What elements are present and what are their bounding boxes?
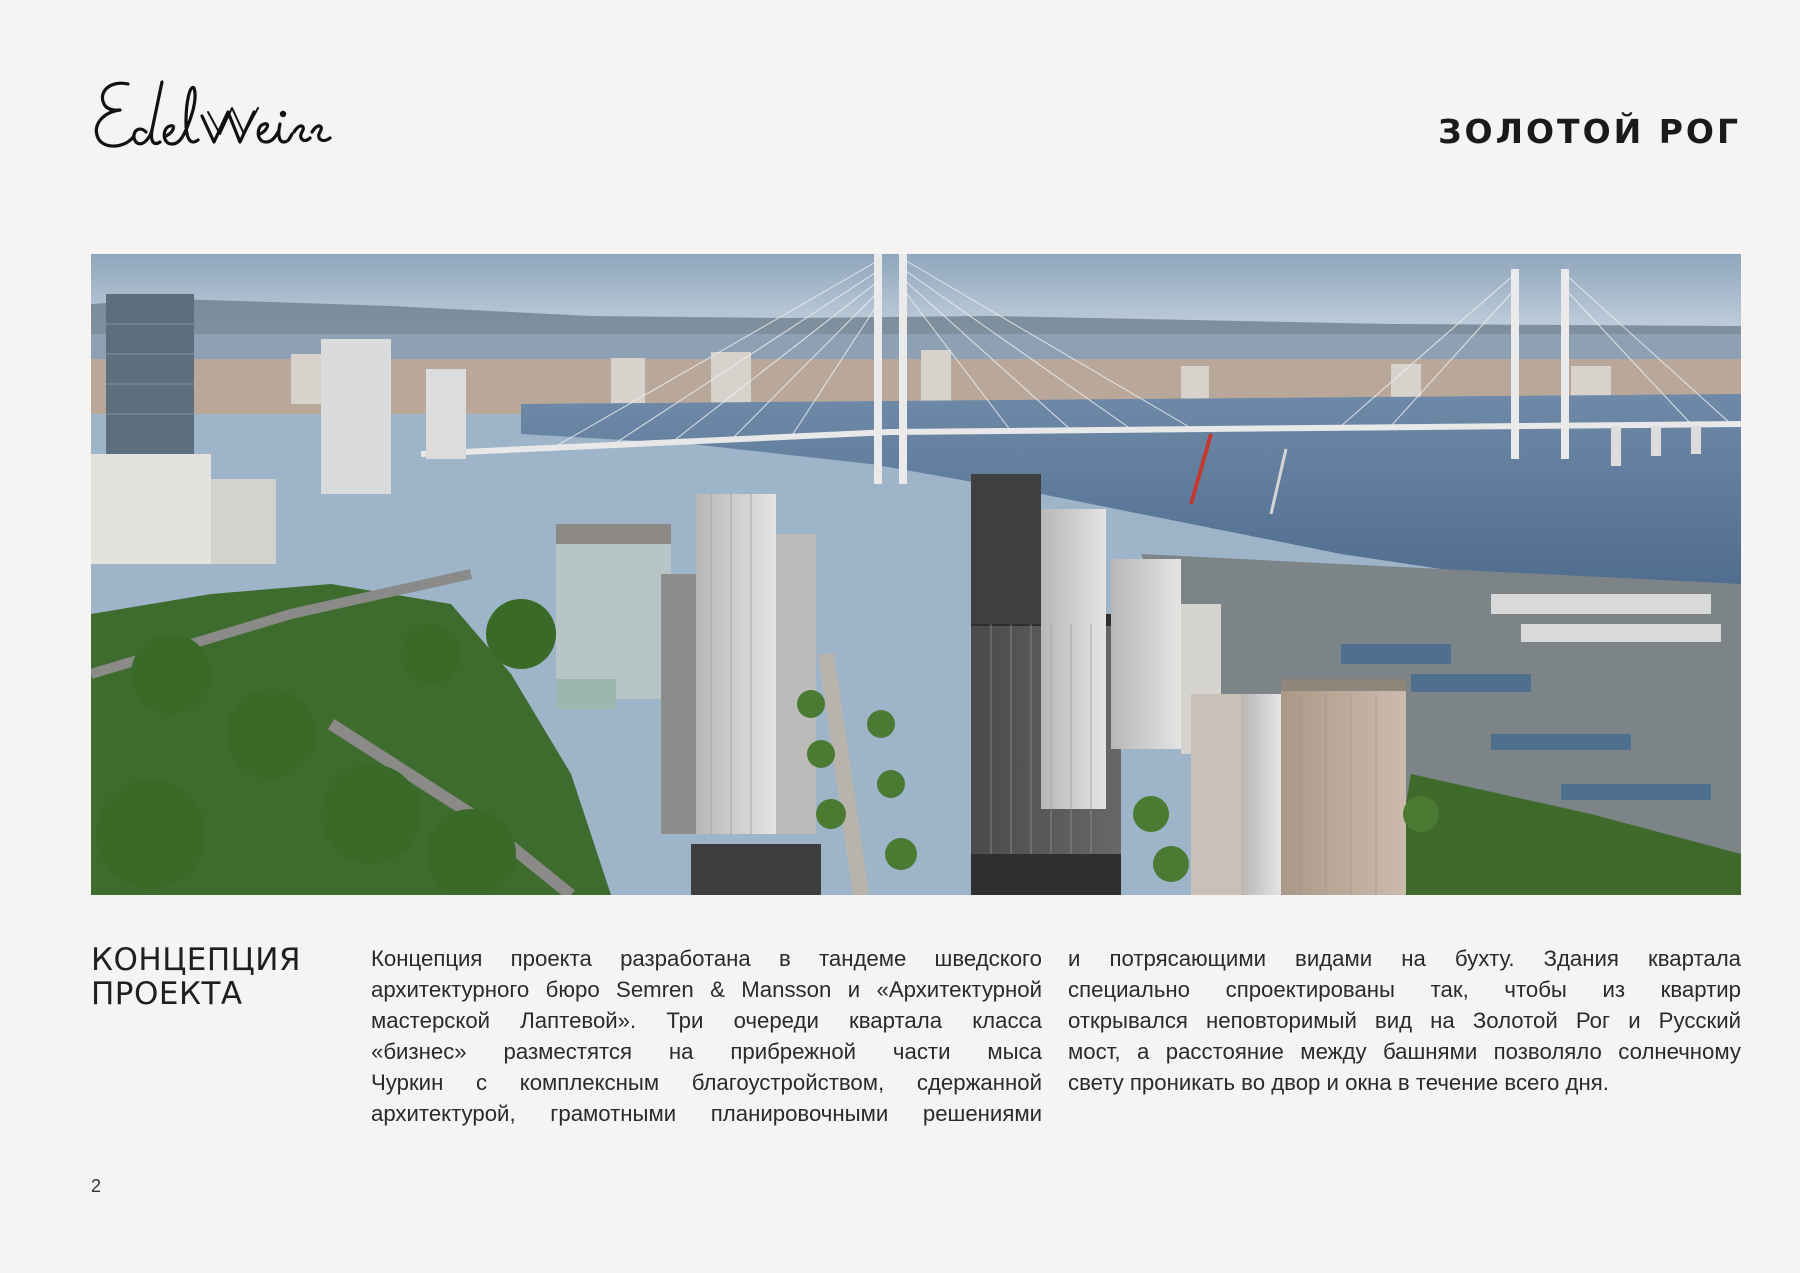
section-heading	[91, 943, 351, 1011]
text-line: мост, а расстояние между башнями позволяло солнечному	[1068, 1039, 1741, 1064]
edelweiss-logo-icon	[90, 72, 350, 162]
text-line: открывался неповторимый вид на Золотой Рог и Русский	[1068, 1008, 1741, 1033]
text-line: архитектурой, грамотными планировочными решениями	[371, 1101, 1042, 1126]
text-line: специально спроектированы так, чтобы из квартир	[1068, 977, 1741, 1002]
text-line: Концепция проекта разработана в тандеме шведского	[371, 946, 1042, 971]
hero-image	[91, 254, 1741, 895]
edelweiss-logo	[90, 72, 350, 162]
text-line: мастерской Лаптевой». Три очереди квартала класса	[371, 1008, 1042, 1033]
text-line: Чуркин с комплексным благоустройством, сдержанной	[371, 1070, 1042, 1095]
project-title: ЗОЛОТОЙ РОГ	[1438, 112, 1741, 151]
text-line: свету проникать во двор и окна в течение всего дня.	[1068, 1070, 1609, 1095]
concept-text-left	[371, 943, 1042, 1129]
concept-text-right	[1068, 943, 1741, 1098]
page-number: 2	[91, 1176, 102, 1196]
heading-line-2: ПРОЕКТА	[91, 976, 243, 1012]
heading-line-1: КОНЦЕПЦИЯ	[91, 942, 301, 978]
text-line: архитектурного бюро Semren & Mansson и «Архитектурной	[371, 977, 1042, 1002]
text-line: «бизнес» разместятся на прибрежной части мыса	[371, 1039, 1042, 1064]
text-line: и потрясающими видами на бухту. Здания квартала	[1068, 946, 1741, 971]
aerial-city-photo-icon	[91, 254, 1741, 895]
